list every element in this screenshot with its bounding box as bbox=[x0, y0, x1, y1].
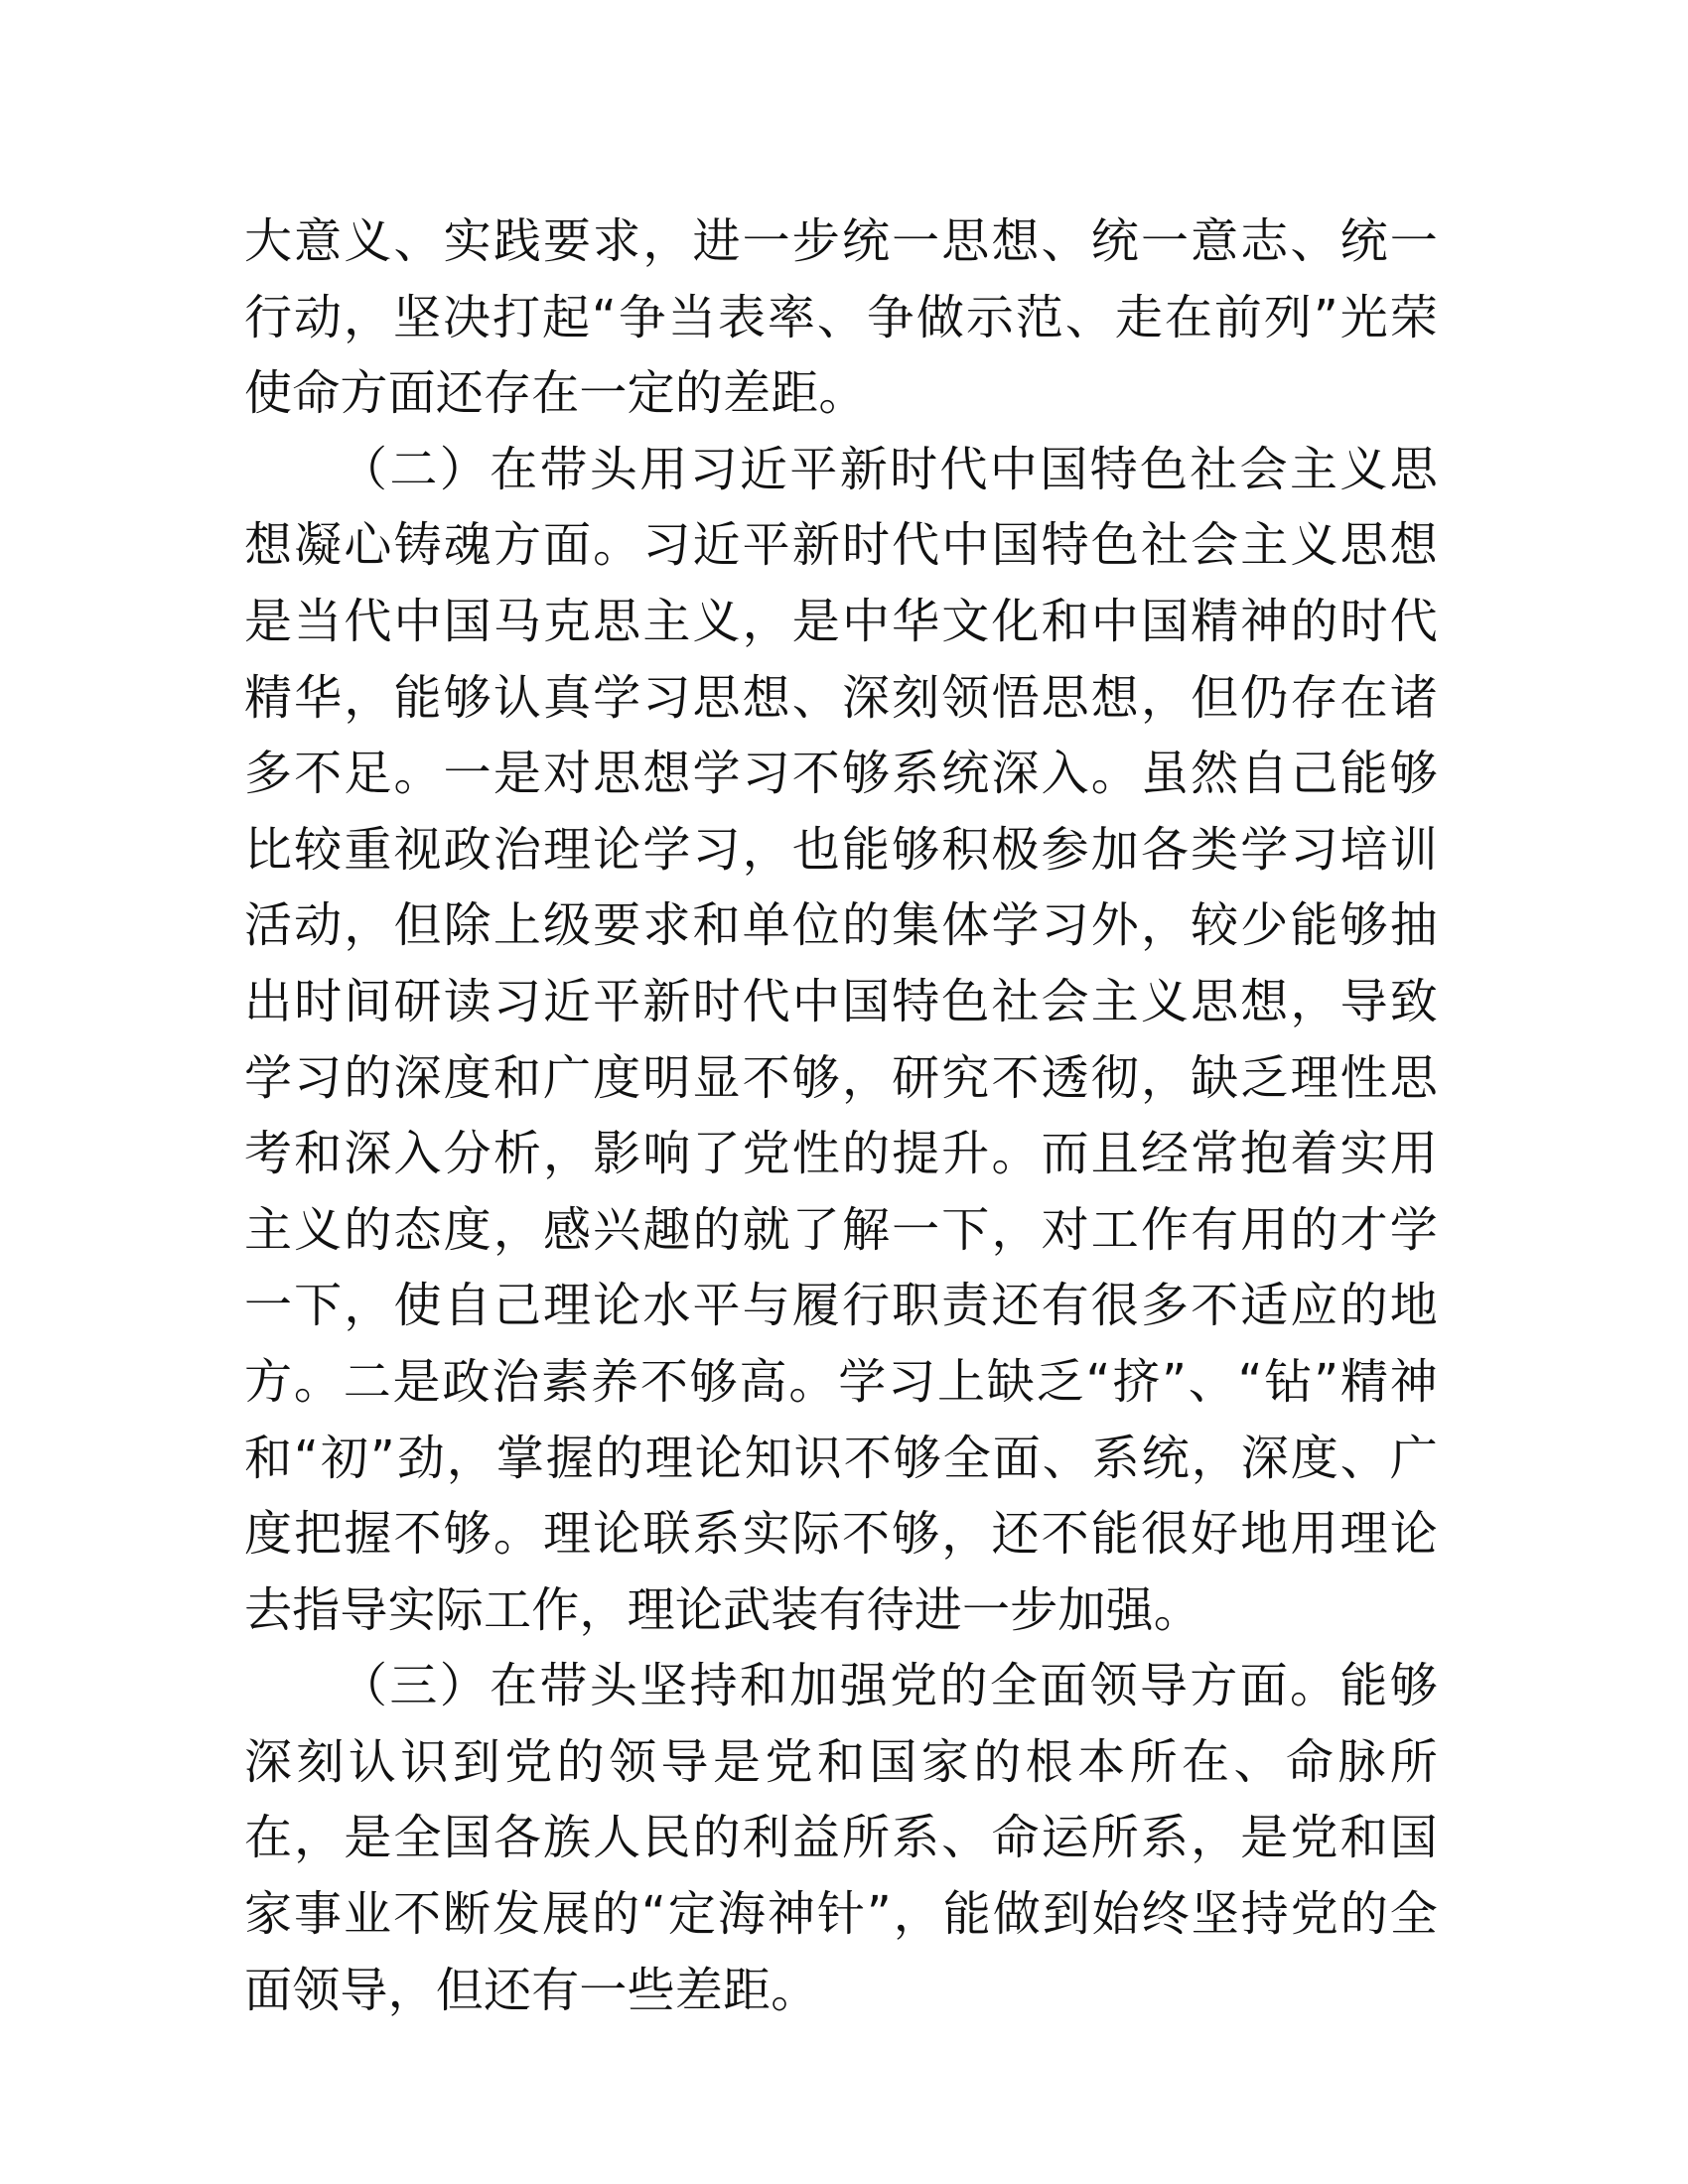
paragraph-section-two: （二）在带头用习近平新时代中国特色社会主义思想凝心铸魂方面。习近平新时代中国特色社会主义思想是当代中国马克思主义，是中华文化和中国精神的时代精华，能够认真学习思想、深刻领悟思想，但仍存在诸多不足。一是对思想学习不够系统深入。虽然自己能够比较重视政治理论学习，也能够积极参加各类学习培训活动，但除上级要求和单位的集体学习外，较少能够抽出时间研读习近平新时代中国特色社会主义思想，导致学习的深度和广度明显不够，研究不透彻，缺乏理性思考和深入分析，影响了党性的提升。而且经常抱着实用主义的态度，感兴趣的就了解一下，对工作有用的才学一下，使自己理论水平与履行职责还有很多不适应的地方。二是政治素养不够高。学习上缺乏“挤”、“钻”精神和“初”劲，掌握的理论知识不够全面、系统，深度、广度把握不够。理论联系实际不够，还不能很好地用理论去指导实际工作，理论武装有待进一步加强。 bbox=[244, 441, 1438, 1638]
paragraph-continuation: 大意义、实践要求，进一步统一思想、统一意志、统一行动，坚决打起“争当表率、争做示范、走在前列”光荣使命方面还存在一定的差距。 bbox=[244, 213, 1438, 422]
paragraph-section-three: （三）在带头坚持和加强党的全面领导方面。能够深刻认识到党的领导是党和国家的根本所在、命脉所在，是全国各族人民的利益所系、命运所系，是党和国家事业不断发展的“定海神针”，能做到始终坚持党的全面领导，但还有一些差距。 bbox=[244, 1658, 1438, 2018]
document-body bbox=[244, 204, 1438, 2028]
